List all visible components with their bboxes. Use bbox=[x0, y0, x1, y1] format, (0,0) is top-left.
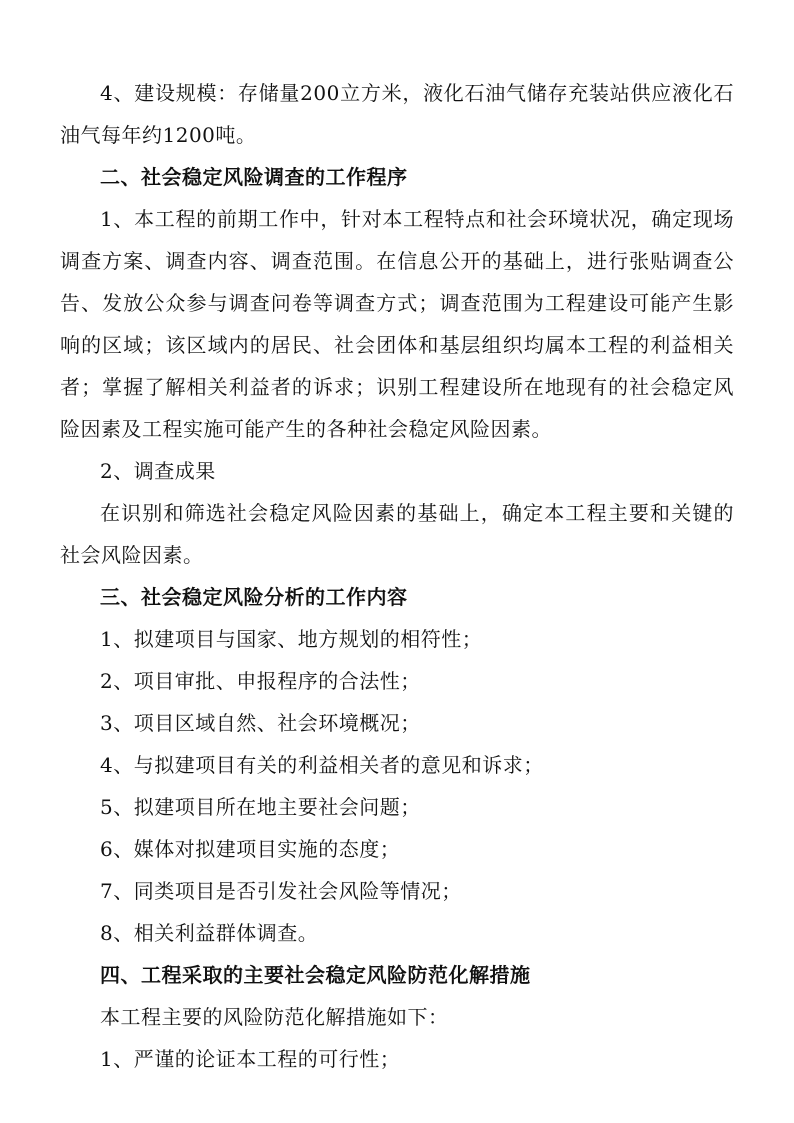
section-heading-risk-measures: 四、工程采取的主要社会稳定风险防范化解措施 bbox=[100, 963, 531, 987]
list-item: 1、拟建项目与国家、地方规划的相符性； bbox=[100, 627, 483, 651]
list-item: 8、相关利益群体调查。 bbox=[100, 921, 319, 945]
paragraph-investigation-results: 在识别和筛选社会稳定风险因素的基础上，确定本工程主要和关键的社会风险因素。 bbox=[60, 501, 734, 567]
paragraph-risk-measures-intro: 本工程主要的风险防范化解措施如下： bbox=[100, 1005, 449, 1029]
list-item: 4、与拟建项目有关的利益相关者的意见和诉求； bbox=[100, 753, 544, 777]
subheading-investigation-results: 2、调查成果 bbox=[100, 459, 216, 483]
section-heading-analysis-content: 三、社会稳定风险分析的工作内容 bbox=[100, 585, 408, 609]
paragraph-construction-scale: 4、建设规模：存储量200立方米，液化石油气储存充装站供应液化石油气每年约1200吨。 bbox=[60, 81, 734, 147]
list-item: 2、项目审批、申报程序的合法性； bbox=[100, 669, 421, 693]
list-item: 7、同类项目是否引发社会风险等情况； bbox=[100, 879, 462, 903]
list-item: 5、拟建项目所在地主要社会问题； bbox=[100, 795, 421, 819]
list-item: 1、严谨的论证本工程的可行性； bbox=[100, 1047, 401, 1071]
list-item: 3、项目区域自然、社会环境概况； bbox=[100, 711, 421, 735]
section-heading-investigation-procedure: 二、社会稳定风险调查的工作程序 bbox=[100, 165, 408, 189]
list-item: 6、媒体对拟建项目实施的态度； bbox=[100, 837, 401, 861]
paragraph-investigation-work: 1、本工程的前期工作中，针对本工程特点和社会环境状况，确定现场调查方案、调查内容、调查范围。在信息公开的基础上，进行张贴调查公告、发放公众参与调查问卷等调查方式；调查范围为工程建设可能产生影响的区域；该区域内的居民、社会团体和基层组织均属本工程的利益相关者；掌握了解相关利益者的诉求；识别工程建设所在地现有的社会稳定风险因素及工程实施可能产生的各种社会稳定风险因素。 bbox=[60, 207, 734, 441]
